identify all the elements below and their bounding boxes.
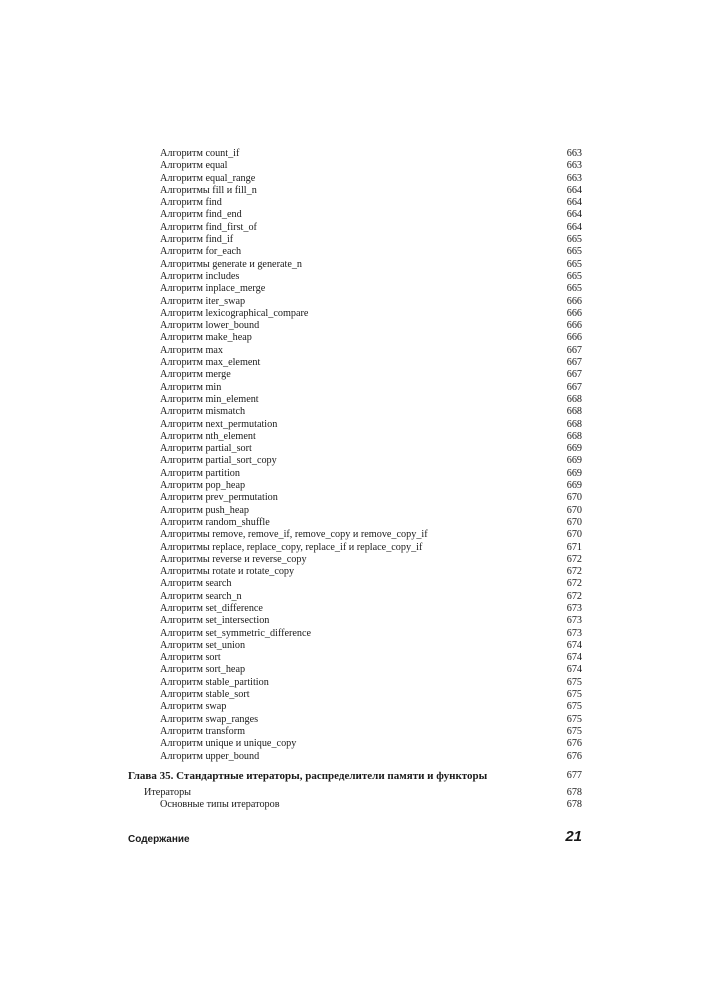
toc-entry-title: Алгоритм search — [160, 578, 232, 590]
toc-entry — [128, 234, 582, 246]
toc-entry-page: 669 — [566, 455, 582, 467]
toc-entry-page: 674 — [566, 652, 582, 664]
toc-entry-page: 674 — [566, 664, 582, 676]
toc-entry-page: 665 — [566, 283, 582, 295]
toc-entry — [128, 394, 582, 406]
toc-entry — [128, 357, 582, 369]
toc-entry — [128, 554, 582, 566]
toc-entry-page: 673 — [566, 602, 582, 614]
toc-entry-title: Алгоритм make_heap — [160, 332, 252, 344]
toc-entry — [128, 185, 582, 197]
toc-entry — [128, 480, 582, 492]
toc-entry — [128, 640, 582, 652]
toc-entry-page: 666 — [566, 320, 582, 332]
toc-entry-page: 672 — [566, 566, 582, 578]
toc-entry — [128, 283, 582, 295]
toc-entry-page: 669 — [566, 480, 582, 492]
toc-entry-page: 671 — [566, 541, 582, 553]
toc-entry — [128, 406, 582, 418]
toc-entry-title: Алгоритм unique и unique_copy — [160, 738, 297, 750]
toc-entry-page: 675 — [566, 713, 582, 725]
toc-entry-title: Алгоритм random_shuffle — [160, 516, 270, 528]
toc-entry-page: 675 — [566, 689, 582, 701]
toc-entry-title: Алгоритмы replace, replace_copy, replace_if и replace_copy_if — [160, 541, 423, 553]
toc-entry-title: Алгоритм mismatch — [160, 406, 246, 418]
toc-entry-page: 673 — [566, 627, 582, 639]
toc-entry-title: Алгоритм set_union — [160, 639, 246, 651]
toc-entry-title: Алгоритм lower_bound — [160, 320, 260, 332]
toc-entry — [128, 308, 582, 320]
toc-entry-page: 665 — [566, 246, 582, 258]
toc-entry-page: 670 — [566, 529, 582, 541]
toc-chapter-heading — [128, 768, 582, 784]
toc-entry — [128, 664, 582, 676]
toc-entry-title: Алгоритм min_element — [160, 393, 259, 405]
footer-page-number: 21 — [565, 828, 582, 845]
toc-entry-title: Алгоритмы reverse и reverse_copy — [160, 553, 307, 565]
toc-entry-title: Алгоритм equal — [160, 160, 228, 172]
toc-entry-title: Алгоритм pop_heap — [160, 480, 246, 492]
toc-entry-page: 665 — [566, 234, 582, 246]
toc-entry — [128, 677, 582, 689]
toc-entry — [128, 345, 582, 357]
subsection-title: Основные типы итераторов — [160, 799, 280, 811]
toc-entry-title: Алгоритм equal_range — [160, 172, 256, 184]
toc-entry-page: 675 — [566, 676, 582, 688]
toc-entry-title: Алгоритм includes — [160, 270, 240, 282]
toc-entry — [128, 738, 582, 750]
toc-entry — [128, 271, 582, 283]
toc-entry-title: Алгоритм set_intersection — [160, 615, 270, 627]
toc-entry-title: Алгоритм max — [160, 344, 223, 356]
toc-entry-page: 670 — [566, 516, 582, 528]
toc-entry — [128, 566, 582, 578]
toc-entry-page: 675 — [566, 701, 582, 713]
toc-entry — [128, 197, 582, 209]
toc-entry — [128, 751, 582, 763]
toc-entry-title: Алгоритм nth_element — [160, 430, 256, 442]
toc-entry — [128, 455, 582, 467]
toc-entry — [128, 419, 582, 431]
toc-entry — [128, 492, 582, 504]
toc-entry-page: 667 — [566, 369, 582, 381]
toc-entry-title: Алгоритм swap — [160, 701, 227, 713]
toc-entry-page: 668 — [566, 406, 582, 418]
toc-entry — [128, 615, 582, 627]
toc-entry-title: Алгоритм find_if — [160, 234, 234, 246]
toc-entry — [128, 468, 582, 480]
toc-entry-page: 663 — [566, 160, 582, 172]
toc-entry — [128, 160, 582, 172]
toc-entry-title: Алгоритм iter_swap — [160, 295, 246, 307]
toc-entry — [128, 578, 582, 590]
toc-entry-page: 672 — [566, 553, 582, 565]
toc-entry-page: 668 — [566, 430, 582, 442]
toc-entry-title: Алгоритм sort_heap — [160, 664, 246, 676]
toc-entry — [128, 443, 582, 455]
toc-entry-page: 665 — [566, 258, 582, 270]
toc-entry-title: Алгоритмы generate и generate_n — [160, 258, 303, 270]
toc-entry-title: Алгоритм transform — [160, 725, 246, 737]
toc-entry-page: 669 — [566, 467, 582, 479]
section-page-number: 678 — [566, 786, 582, 798]
toc-entry-title: Алгоритм max_element — [160, 357, 261, 369]
toc-entry — [128, 259, 582, 271]
toc-entry-title: Алгоритм sort — [160, 652, 221, 664]
toc-entry-page: 664 — [566, 197, 582, 209]
toc-entry-page: 667 — [566, 357, 582, 369]
toc-entry-page: 667 — [566, 344, 582, 356]
toc-entry-page: 668 — [566, 393, 582, 405]
toc-entry-page: 672 — [566, 590, 582, 602]
toc-entries — [128, 148, 582, 763]
toc-entry-title: Алгоритм search_n — [160, 590, 242, 602]
toc-entry-title: Алгоритм prev_permutation — [160, 492, 278, 504]
toc-entry — [128, 505, 582, 517]
toc-section — [128, 787, 582, 799]
chapter-page-number: 677 — [566, 769, 582, 781]
toc-entry — [128, 209, 582, 221]
toc-entry — [128, 222, 582, 234]
toc-entry-page: 670 — [566, 492, 582, 504]
toc-entry — [128, 173, 582, 185]
toc-entry — [128, 382, 582, 394]
toc-entry — [128, 701, 582, 713]
toc-entry-title: Алгоритм stable_sort — [160, 689, 250, 701]
toc-entry — [128, 517, 582, 529]
toc-entry — [128, 431, 582, 443]
toc-entry-page: 672 — [566, 578, 582, 590]
toc-entry-page: 664 — [566, 209, 582, 221]
toc-entry-page: 676 — [566, 750, 582, 762]
toc-entry-title: Алгоритм inplace_merge — [160, 283, 266, 295]
table-of-contents — [128, 148, 582, 811]
toc-entry — [128, 591, 582, 603]
toc-entry-title: Алгоритм stable_partition — [160, 676, 269, 688]
running-footer-title: Содержание — [128, 834, 190, 845]
toc-entry — [128, 652, 582, 664]
toc-entry-title: Алгоритм merge — [160, 369, 231, 381]
subsection-page-number: 678 — [566, 799, 582, 811]
chapter-title: Глава 35. Стандартные итераторы, распределители памяти и функторы — [128, 769, 488, 782]
toc-entry-page: 674 — [566, 639, 582, 651]
toc-entry-title: Алгоритм set_difference — [160, 602, 263, 614]
toc-entry-title: Алгоритм partition — [160, 467, 240, 479]
toc-entry-page: 666 — [566, 295, 582, 307]
toc-entry-title: Алгоритмы rotate и rotate_copy — [160, 566, 295, 578]
toc-entry — [128, 296, 582, 308]
toc-entry-title: Алгоритм set_symmetric_difference — [160, 627, 312, 639]
toc-entry-page: 665 — [566, 270, 582, 282]
toc-entry-title: Алгоритм next_permutation — [160, 418, 278, 430]
toc-entry — [128, 628, 582, 640]
toc-entry — [128, 148, 582, 160]
toc-entry-title: Алгоритм find_first_of — [160, 221, 257, 233]
toc-entry-title: Алгоритм partial_sort — [160, 443, 252, 455]
toc-entry-page: 668 — [566, 418, 582, 430]
toc-entry-page: 664 — [566, 184, 582, 196]
toc-entry — [128, 726, 582, 738]
toc-entry — [128, 689, 582, 701]
toc-entry — [128, 542, 582, 554]
toc-entry — [128, 246, 582, 258]
toc-entry-title: Алгоритмы fill и fill_n — [160, 184, 257, 196]
toc-entry-page: 673 — [566, 615, 582, 627]
toc-entry-title: Алгоритм push_heap — [160, 504, 250, 516]
toc-entry-title: Алгоритм find — [160, 197, 222, 209]
toc-entry-page: 667 — [566, 381, 582, 393]
toc-entry-page: 663 — [566, 172, 582, 184]
toc-entry — [128, 714, 582, 726]
toc-entry-title: Алгоритм count_if — [160, 148, 240, 159]
toc-entry — [128, 369, 582, 381]
toc-entry-title: Алгоритм find_end — [160, 209, 242, 221]
toc-entry-page: 670 — [566, 504, 582, 516]
toc-entry-title: Алгоритмы remove, remove_if, remove_copy и remove_copy_if — [160, 529, 428, 541]
toc-entry-title: Алгоритм lexicographical_compare — [160, 307, 309, 319]
toc-entry — [128, 603, 582, 615]
toc-entry — [128, 529, 582, 541]
toc-entry-page: 669 — [566, 443, 582, 455]
toc-entry-title: Алгоритм partial_sort_copy — [160, 455, 277, 467]
toc-entry-page: 676 — [566, 738, 582, 750]
toc-entry-title: Алгоритм swap_ranges — [160, 713, 259, 725]
toc-entry-page: 675 — [566, 725, 582, 737]
toc-entry — [128, 332, 582, 344]
toc-entry-page: 666 — [566, 332, 582, 344]
toc-entry-page: 664 — [566, 221, 582, 233]
toc-entry — [128, 320, 582, 332]
section-title: Итераторы — [144, 786, 192, 798]
toc-entry-title: Алгоритм upper_bound — [160, 750, 260, 762]
toc-entry-page: 666 — [566, 307, 582, 319]
toc-entry-title: Алгоритм min — [160, 381, 222, 393]
toc-entry-title: Алгоритм for_each — [160, 246, 242, 258]
toc-subsection — [128, 799, 582, 811]
toc-entry-page: 663 — [566, 148, 582, 159]
